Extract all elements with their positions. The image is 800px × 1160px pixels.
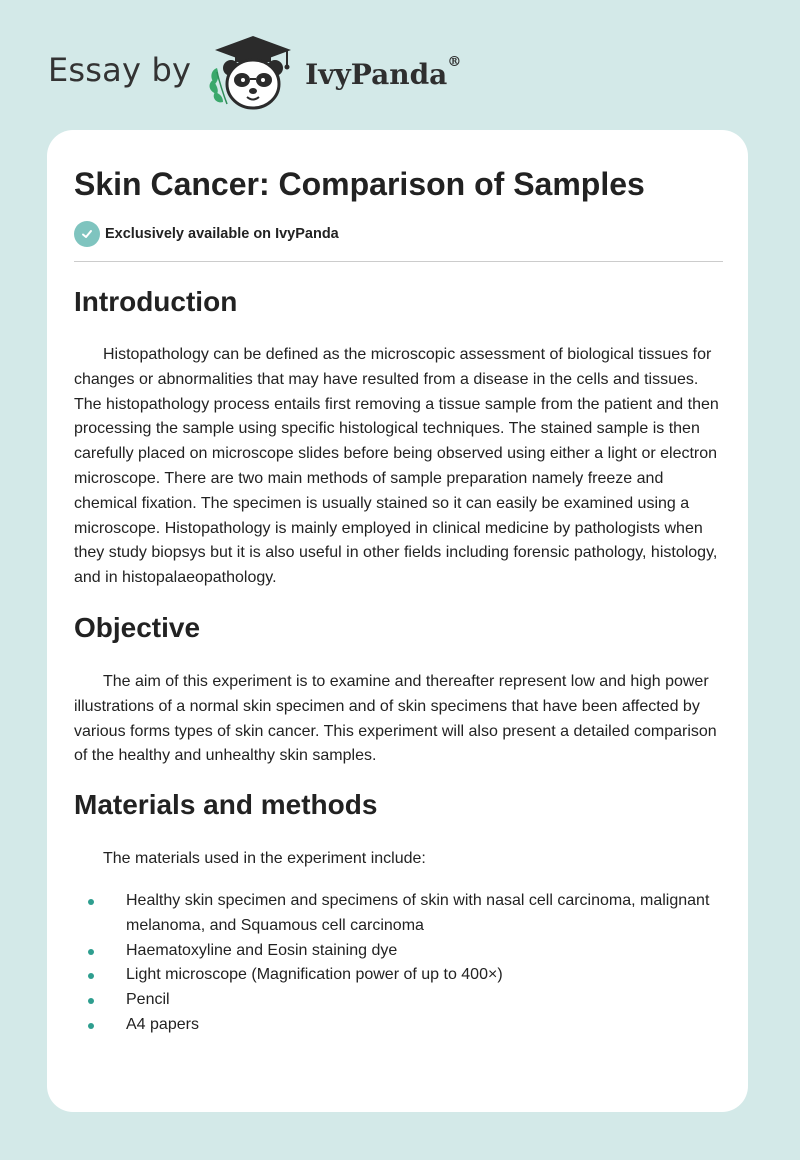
list-item: Haematoxyline and Eosin staining dye bbox=[74, 939, 723, 964]
site-header bbox=[48, 32, 548, 112]
article-card bbox=[47, 130, 748, 1112]
bullet-icon bbox=[88, 899, 94, 905]
materials-heading: Materials and methods bbox=[74, 789, 378, 820]
materials-intro: The materials used in the experiment include: bbox=[103, 850, 426, 867]
introduction-paragraph: Histopathology can be defined as the microscopic assessment of biological tissues for changes or abnormalities that may have resulted from a disease in the cells and tissues. The histopathology process entails first removing a tissue sample from the patient and then processing the sample using specific histological techniques. The stained sample is then carefully placed on microscope slides before being observed using either a light or electron microscope. There are two main methods of sample preparation namely freeze and chemical fixation. The specimen is usually stained so it can easily be examined using a microscope. Histopathology is mainly employed in clinical medicine by pathologists when they study biopsys but it is also useful in other fields including forensic pathology, histology, and in histopalaeopathology. bbox=[74, 346, 719, 587]
registered-mark: ® bbox=[447, 53, 462, 70]
panda-logo-icon[interactable] bbox=[205, 32, 301, 112]
materials-list bbox=[74, 889, 723, 1038]
essay-by-label: Essay by bbox=[48, 51, 192, 89]
bullet-icon bbox=[88, 973, 94, 979]
exclusive-badge-label: Exclusively available on IvyPanda bbox=[105, 226, 339, 242]
bullet-icon bbox=[88, 949, 94, 955]
introduction-heading: Introduction bbox=[74, 286, 238, 317]
article-title: Skin Cancer: Comparison of Samples bbox=[74, 166, 645, 202]
objective-paragraph: The aim of this experiment is to examine and thereafter represent low and high power illustrations of a normal skin specimen and of skin specimens that have been affected by various forms types of skin cancer. This experiment will also present a detailed comparison of the healthy and unhealthy skin samples. bbox=[74, 673, 717, 765]
check-circle-icon bbox=[74, 221, 100, 247]
bullet-icon bbox=[88, 998, 94, 1004]
brand-name[interactable]: IvyPanda® bbox=[305, 53, 462, 91]
exclusive-badge bbox=[74, 221, 339, 247]
list-item: Pencil bbox=[74, 988, 723, 1013]
title-divider bbox=[74, 261, 723, 262]
list-item: Healthy skin specimen and specimens of skin with nasal cell carcinoma, malignant melanoma, and Squamous cell carcinoma bbox=[74, 889, 723, 939]
objective-heading: Objective bbox=[74, 612, 201, 643]
list-item: A4 papers bbox=[74, 1013, 723, 1038]
bullet-icon bbox=[88, 1023, 94, 1029]
list-item: Light microscope (Magnification power of up to 400×) bbox=[74, 963, 723, 988]
